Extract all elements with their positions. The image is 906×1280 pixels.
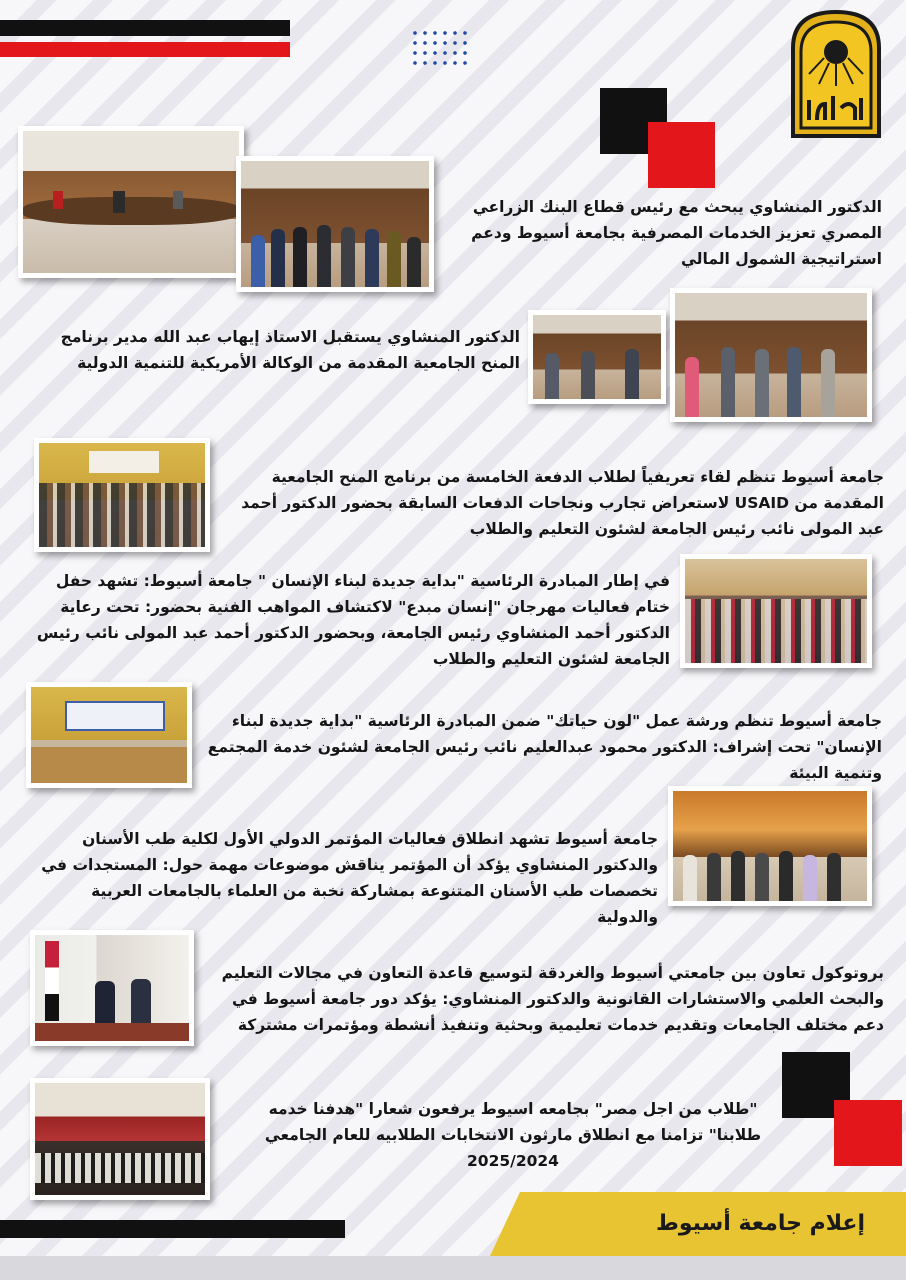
deco-square-red-bottom [834, 1100, 902, 1166]
news-photo-6 [668, 786, 872, 906]
news-photo-8 [30, 1078, 210, 1200]
logo-icon [789, 8, 883, 138]
news-item-7-text: بروتوكول تعاون بين جامعتي أسيوط والغردقة لتوسيع قاعدة التعاون في مجالات التعليم والبحث العلمي والاستشارات القانونية والدكتور المنشاوي: يؤكد دور جامعة أسيوط في دعم مختلف الجامعات وتقديم خدمات تعليمية وبحثية وتنفيذ أنشطة ومؤتمرات مشتركة [221, 964, 884, 1034]
news-item-3-text: جامعة أسيوط تنظم لقاء تعريفياً لطلاب الدفعة الخامسة من برنامج المنح الجامعية المقدمة من USAID لاستعراض تجارب ونجاحات الدفعات السابقة بحضور الدكتور أحمد عبد المولى نائب رئيس الجامعة لشئون التعليم والطلاب [241, 468, 884, 538]
news-photo-3 [34, 438, 210, 552]
bottom-strip [0, 1256, 906, 1280]
news-photo-1a [18, 126, 244, 278]
footer-black-bar [0, 1220, 345, 1238]
news-photo-2a [528, 310, 666, 404]
footer-label: إعلام جامعة أسيوط [655, 1211, 865, 1236]
news-item-5-text: جامعة أسيوط تنظم ورشة عمل "لون حياتك" ضمن المبادرة الرئاسية "بداية جديدة لبناء الإنسان" تحت إشراف: الدكتور محمود عبدالعليم نائب رئيس الجامعة لشئون خدمة المجتمع وتنمية البيئة [207, 712, 882, 782]
news-photo-1b [236, 156, 434, 292]
news-item-1-text: الدكتور المنشاوي يبحث مع رئيس قطاع البنك الزراعي المصري تعزيز الخدمات المصرفية بجامعة أسيوط ودعم استراتيجية الشمول المالي [471, 198, 882, 268]
news-item-4-text: في إطار المبادرة الرئاسية "بداية جديدة لبناء الإنسان " جامعة أسيوط: تشهد حفل ختام فعاليات مهرجان "إنسان مبدع" لاكتشاف المواهب الفنية بحضور: تحت رعاية الدكتور أحمد المنشاوي رئيس الجامعة، وبحضور الدكتور أحمد عبد المولى نائب رئيس الجامعة لشئون التعليم والطلاب [36, 572, 670, 668]
deco-square-red [648, 122, 715, 188]
news-photo-5 [26, 682, 192, 788]
news-photo-7 [30, 930, 194, 1046]
news-photo-2b [670, 288, 872, 422]
news-photo-4 [680, 554, 872, 668]
news-item-6-text: جامعة أسيوط تشهد انطلاق فعاليات المؤتمر الدولي الأول لكلية طب الأسنان والدكتور المنشاوي يؤكد أن المؤتمر يناقش موضوعات مهمة حول: المستجدات في تخصصات طب الأسنان المتنوعة بمشاركة نخبة من العلماء بالجامعات العربية والدولية [41, 830, 658, 926]
university-logo [789, 8, 883, 138]
news-item-2-text: الدكتور المنشاوي يستقبل الاستاذ إيهاب عبد الله مدير برنامج المنح الجامعية المقدمة من الوكالة الأمريكية للتنمية الدولية [60, 328, 520, 372]
top-black-bar [0, 20, 290, 36]
decorative-dots [410, 28, 472, 68]
news-item-8-text: "طلاب من اجل مصر" بجامعه اسيوط يرفعون شعارا "هدفنا خدمه طلابنا" تزامنا مع انطلاق مارثون الانتخابات الطلابيه للعام الجامعي 2025/2024 [264, 1100, 762, 1170]
top-red-bar [0, 42, 290, 57]
